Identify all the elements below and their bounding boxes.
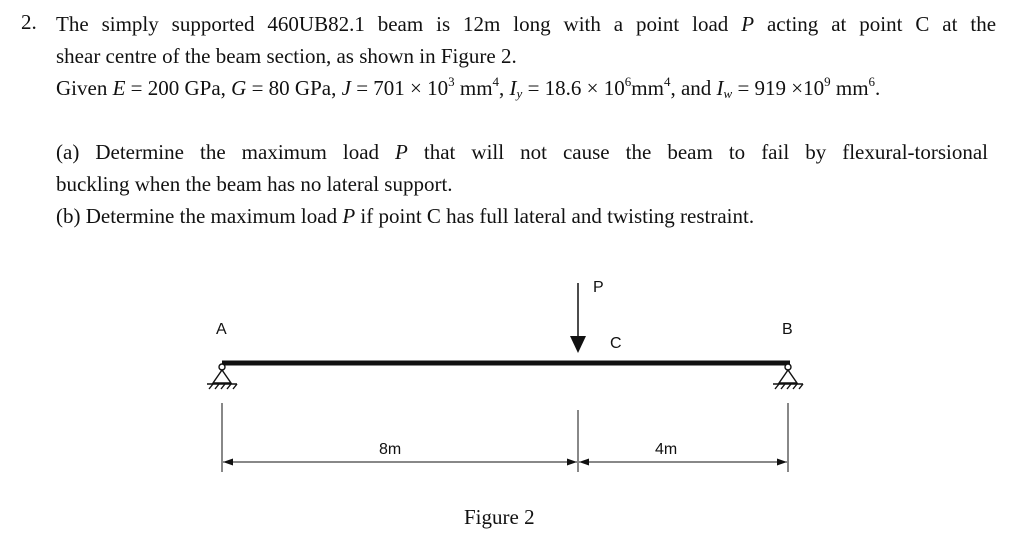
question-number: 2.: [21, 10, 37, 34]
and-text: , and: [670, 76, 717, 100]
part-a-text: (a) Determine the maximum load: [56, 140, 380, 164]
part-a-text-end: that will not cause the beam to fail by flexural-torsional: [423, 140, 989, 164]
g-value: = 80 GPa,: [246, 76, 342, 100]
part-a-line-2: buckling when the beam has no lateral support.: [56, 172, 453, 196]
e-symbol: E: [112, 76, 126, 100]
dimension-4m: 4m: [655, 441, 678, 458]
label-a: A: [216, 321, 227, 338]
iy-exponent: 6: [624, 74, 632, 89]
j-value: = 701 × 10: [350, 76, 449, 100]
g-symbol: G: [231, 76, 247, 100]
separator: ,: [499, 76, 510, 100]
end-period: .: [875, 76, 881, 100]
support-b-pin-icon: [773, 364, 803, 389]
label-b: B: [782, 321, 793, 338]
question-line1-end: acting at point C at the: [766, 12, 997, 36]
part-b-text: (b) Determine the maximum load: [56, 204, 338, 228]
e-value: = 200 GPa,: [125, 76, 232, 100]
j-unit: mm: [454, 76, 493, 100]
iw-subscript: w: [723, 86, 733, 101]
iy-symbol: I: [509, 76, 517, 100]
figure-caption: Figure 2: [464, 505, 535, 529]
label-c: C: [610, 335, 622, 352]
iw-unit-exponent: 6: [868, 74, 876, 89]
part-b-text-end: if point C has full lateral and twisting restraint.: [360, 204, 755, 228]
support-a-pin-icon: [207, 364, 237, 389]
question-line1-text: The simply supported 460UB82.1 beam is 12m long with a point load: [56, 12, 729, 36]
dimension-lines: [222, 403, 788, 472]
dimension-8m: 8m: [379, 441, 402, 458]
iw-exponent: 9: [824, 74, 831, 89]
iw-value: = 919 ×10: [732, 76, 825, 100]
iw-symbol: I: [716, 76, 724, 100]
j-unit-exponent: 4: [492, 74, 500, 89]
question-text-line-2: shear centre of the beam section, as shown in Figure 2.: [56, 44, 517, 68]
iy-value: = 18.6 × 10: [522, 76, 625, 100]
j-symbol: J: [341, 76, 351, 100]
label-p: P: [593, 279, 604, 296]
part-b-symbol: P: [342, 204, 356, 228]
iy-unit-exponent: 4: [663, 74, 671, 89]
j-exponent: 3: [448, 74, 455, 89]
given-prefix: Given: [56, 76, 108, 100]
load-symbol: P: [741, 12, 755, 36]
iy-subscript: y: [516, 86, 523, 101]
part-a-symbol: P: [395, 140, 408, 164]
iy-unit: mm: [631, 76, 664, 100]
iw-unit: mm: [830, 76, 869, 100]
load-arrow-icon: [570, 283, 586, 353]
